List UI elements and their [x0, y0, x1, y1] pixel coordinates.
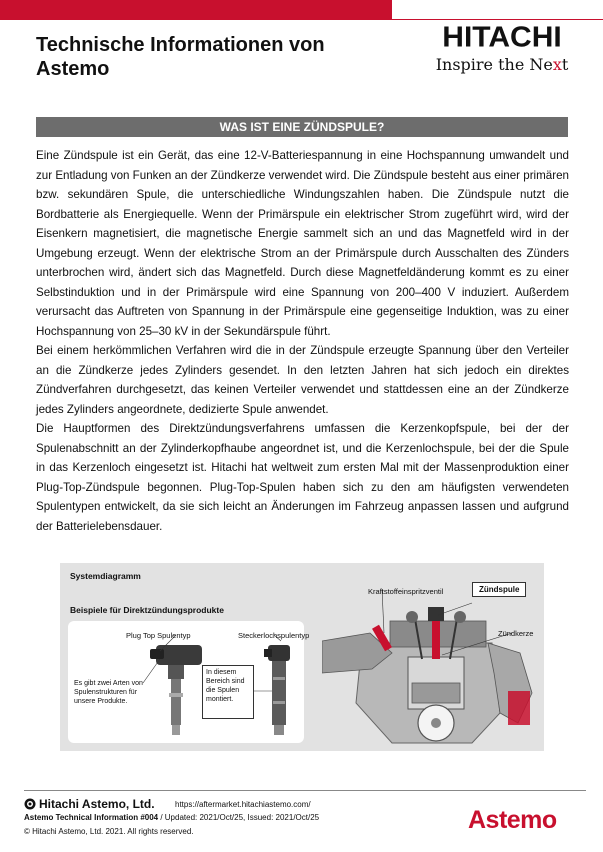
engine-cross-section-icon	[322, 573, 536, 747]
spark-plug-label: Zündkerze	[498, 629, 534, 638]
slogan-x: x	[552, 55, 562, 74]
plug-hole-label: Steckerlochspulentyp	[238, 631, 310, 640]
injector-label: Kraftstoffeinspritzventil	[368, 587, 444, 596]
brand-slogan	[412, 56, 592, 74]
structures-note: Es gibt zwei Arten von Spulenstrukturen für unsere Produkte.	[74, 680, 143, 705]
company-name: Hitachi Astemo, Ltd.	[39, 797, 155, 811]
footer-company	[24, 797, 155, 811]
plug-hole-coil-icon	[254, 635, 290, 735]
system-diagram	[60, 563, 544, 751]
info-title: Astemo Technical Information #004	[24, 813, 159, 822]
header-red-bar	[0, 0, 392, 20]
astemo-logo: Astemo	[468, 806, 557, 834]
footer-info	[24, 813, 319, 822]
plug-top-coil-icon	[143, 635, 202, 735]
footer-url[interactable]: https://aftermarket.hitachiastemo.com/	[175, 800, 311, 809]
coil-illustrations	[68, 621, 304, 743]
slogan-prefix: Inspire the Ne	[435, 55, 553, 74]
plug-top-label: Plug Top Spulentyp	[126, 631, 191, 640]
slogan-suffix: t	[561, 55, 569, 74]
diagram-subtitle: Beispiele für Direktzündungsprodukte	[70, 605, 224, 615]
brand-name: HITACHI	[442, 21, 562, 54]
body-text	[36, 146, 569, 536]
products-card	[68, 621, 310, 743]
footer-divider	[24, 790, 586, 791]
header-red-line	[0, 19, 603, 20]
hitachi-astemo-mark-icon	[24, 798, 36, 810]
engine-illustration	[322, 573, 536, 747]
section-heading: WAS IST EINE ZÜNDSPULE?	[36, 117, 568, 137]
hitachi-logo	[412, 22, 592, 74]
paragraph: Eine Zündspule ist ein Gerät, das eine 12-V-Batteriespannung in eine Hochspannung umwandelt und zur Entladung von Funken an der Zündkerze verwendet wird. Die Zündspule besteht aus einer primären bzw. sekundären Spule, die unterschiedliche Windungszahlen haben. Die Zündspule nutzt die Bordbatterie als Energiequelle. Wenn der Primärspule ein elektrischer Strom zugeführt wird, wird der Eisenkern magnetisiert, die magnetische Energie sammelt sich an und das Magnetfeld wird in der Umgebung erzeugt. Wenn der elektrische Strom an der Primärspule durch Ausschalten des Zünders unterbrochen wird, ändert sich das Magnetfeld. Durch diese Magnetfeldänderung kommt es zu einer Selbstinduktion und in der Primärspule wird eine Spannung von 200–400 V induziert. Außerdem verursacht das Auftreten von Spannung in der Primärspule eine gegenseitige Induktion, was zu einer Hochspannung von 25–30 kV in der Sekundärspule führt.	[36, 149, 569, 338]
paragraph: Die Hauptformen des Direktzündungsverfahrens umfassen die Kerzenkopfspule, bei der der Spulenabschnitt an der Zylinderkopfhaube angeordnet ist, und die Kerzenlochspule, bei der die Spule in das Kerzenloch eingesetzt ist. Hitachi hat weltweit zum ersten Mal mit der Massenproduktion einer Plug-Top-Zündspule begonnen. Plug-Top-Spulen haben sich zu den am häufigsten verwendeten Spulentypen entwickelt, da sie sich leicht an Änderungen im Fahrzeug anpassen lassen und aufgrund der Batterielebensdauer.	[36, 422, 569, 533]
footer-copyright: © Hitachi Astemo, Ltd. 2021. All rights reserved.	[24, 827, 194, 836]
diagram-title: Systemdiagramm	[70, 571, 141, 581]
info-dates: / Updated: 2021/Oct/25, Issued: 2021/Oct/25	[158, 813, 320, 822]
ignition-coil-label: Zündspule	[472, 582, 526, 597]
document-title: Technische Informationen von Astemo	[36, 34, 325, 80]
paragraph: Bei einem herkömmlichen Verfahren wird die in der Zündspule erzeugte Spannung über den Verteiler an die Zündkerze jedes Zylinders gesendet. In den letzten Jahren hat sich jedoch ein direktes Zündverfahren durchgesetzt, das keinen Verteiler verwendet und stattdessen eine an der Zündkerze jedes Zylinders angeordnete, dedizierte Spule anwendet.	[36, 344, 569, 416]
mount-area-note: In diesem Bereich sind die Spulen montiert.	[202, 665, 254, 719]
